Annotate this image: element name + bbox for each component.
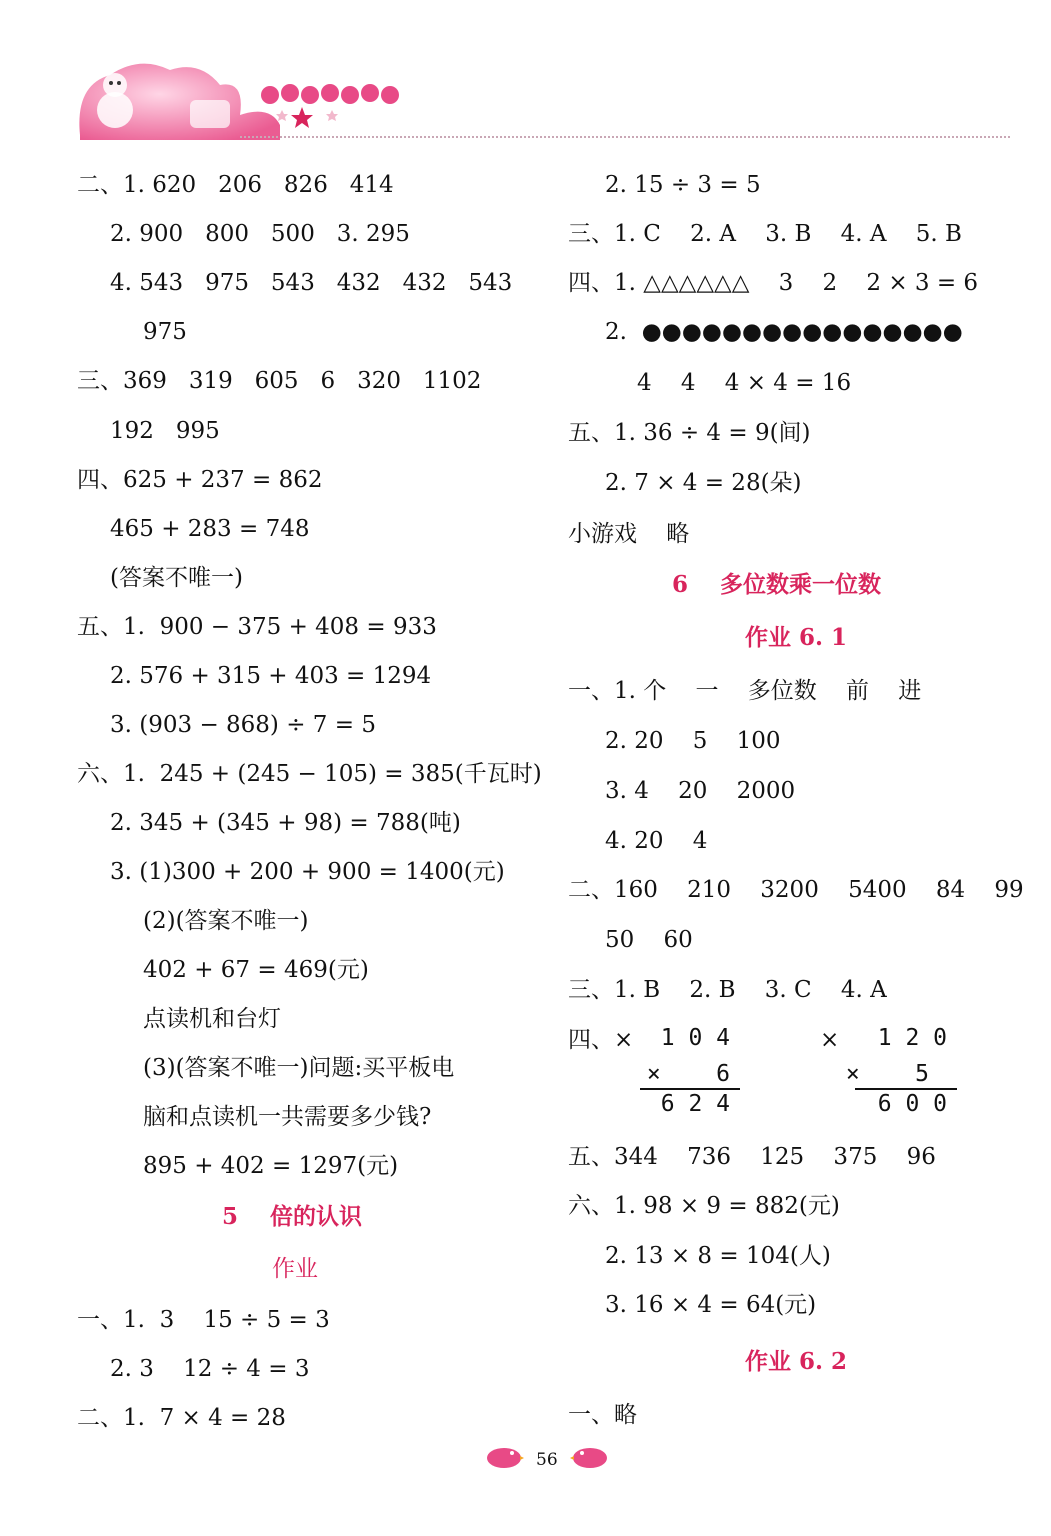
bird-icon: [482, 1443, 524, 1471]
header-divider: [240, 136, 1010, 138]
answer-line: 六、1. 245 + (245 − 105) = 385(千瓦时): [77, 761, 542, 787]
calc-multiplicand: 1 0 4: [660, 1025, 730, 1051]
answer-line: 402 + 67 = 469(元): [143, 957, 369, 983]
answer-line: 四、625 + 237 = 862: [77, 467, 323, 493]
calc-rule: [640, 1088, 740, 1090]
answer-line: 3. 16 × 4 = 64(元): [605, 1292, 817, 1318]
answer-line: 一、1. 3 15 ÷ 5 = 3: [77, 1307, 330, 1333]
vertical-calculation: [845, 1025, 957, 1120]
page-number: 56: [536, 1450, 558, 1470]
calc-rule: [855, 1088, 957, 1090]
answer-line: 3. 4 20 2000: [605, 778, 796, 804]
answer-line: 2. 7 × 4 = 28(朵): [605, 470, 802, 496]
section-subtitle: 作业 6. 2: [745, 1348, 848, 1375]
answer-line: 三、369 319 605 6 320 1102: [77, 368, 482, 394]
answer-line: 3. (1)300 + 200 + 900 = 1400(元): [110, 859, 505, 885]
answer-line: 4 4 4 × 4 = 16: [637, 370, 852, 396]
vertical-calculation: [640, 1025, 740, 1120]
answer-line: 一、1. 个 一 多位数 前 进: [568, 678, 922, 704]
section-subtitle: 作业: [272, 1256, 318, 1282]
section-title: 6 多位数乘一位数: [672, 571, 882, 598]
answer-line: 小游戏 略: [568, 521, 690, 547]
answer-line: 二、1. 620 206 826 414: [77, 172, 394, 198]
bird-icon: [570, 1443, 612, 1471]
answer-line: (3)(答案不唯一)问题:买平板电: [143, 1055, 455, 1081]
section-title: 5 倍的认识: [222, 1203, 363, 1230]
answer-line: 4. 543 975 543 432 432 543: [110, 270, 513, 296]
answer-line: 2. 900 800 500 3. 295: [110, 221, 410, 247]
answer-line: 895 + 402 = 1297(元): [143, 1153, 399, 1179]
answer-line: 192 995: [110, 418, 220, 444]
answer-line: 465 + 283 = 748: [110, 516, 310, 542]
answer-line: (2)(答案不唯一): [143, 908, 309, 934]
calc-multiplier: × 6: [646, 1061, 730, 1087]
answer-line: 2. 3 12 ÷ 4 = 3: [110, 1356, 310, 1382]
answer-line: 四、×: [568, 1027, 634, 1053]
answer-line: 二、1. 7 × 4 = 28: [77, 1405, 286, 1431]
answer-line: 三、1. B 2. B 3. C 4. A: [568, 977, 887, 1003]
answer-line: 50 60: [605, 927, 693, 953]
page-header: [70, 55, 430, 145]
answer-line: 一、略: [568, 1402, 637, 1428]
answer-line: (答案不唯一): [110, 565, 243, 591]
answer-line: 三、1. C 2. A 3. B 4. A 5. B: [568, 221, 962, 247]
answer-line: 2. 15 ÷ 3 = 5: [605, 172, 761, 198]
answer-line: 3. (903 − 868) ÷ 7 = 5: [110, 712, 376, 738]
calc-result: 6 2 4: [660, 1091, 730, 1117]
answer-line: 四、1. △△△△△△ 3 2 2 × 3 = 6: [568, 270, 979, 296]
answer-line: 2. ●●●●●●●●●●●●●●●●: [605, 319, 963, 345]
answer-line: 2. 20 5 100: [605, 728, 781, 754]
answer-line: 975: [143, 319, 187, 345]
answer-line: 点读机和台灯: [143, 1006, 281, 1032]
calc-result: 6 0 0: [877, 1091, 947, 1117]
answer-line: 五、344 736 125 375 96: [568, 1144, 936, 1170]
answer-line: 4. 20 4: [605, 828, 708, 854]
calc-multiplicand: 1 2 0: [877, 1025, 947, 1051]
section-subtitle: 作业 6. 1: [745, 624, 848, 651]
answer-line: 二、160 210 3200 5400 84 99: [568, 877, 1024, 903]
header-snowman-icon: [70, 55, 430, 145]
answer-line: 脑和点读机一共需要多少钱?: [143, 1104, 432, 1130]
answer-line: 五、1. 900 − 375 + 408 = 933: [77, 614, 437, 640]
answer-line: 2. 576 + 315 + 403 = 1294: [110, 663, 432, 689]
answer-line: 六、1. 98 × 9 = 882(元): [568, 1193, 840, 1219]
answer-line: 五、1. 36 ÷ 4 = 9(间): [568, 420, 811, 446]
answer-line: 2. 345 + (345 + 98) = 788(吨): [110, 810, 461, 836]
answer-line: ×: [820, 1027, 840, 1053]
calc-multiplier: × 5: [845, 1061, 929, 1087]
answer-line: 2. 13 × 8 = 104(人): [605, 1243, 831, 1269]
